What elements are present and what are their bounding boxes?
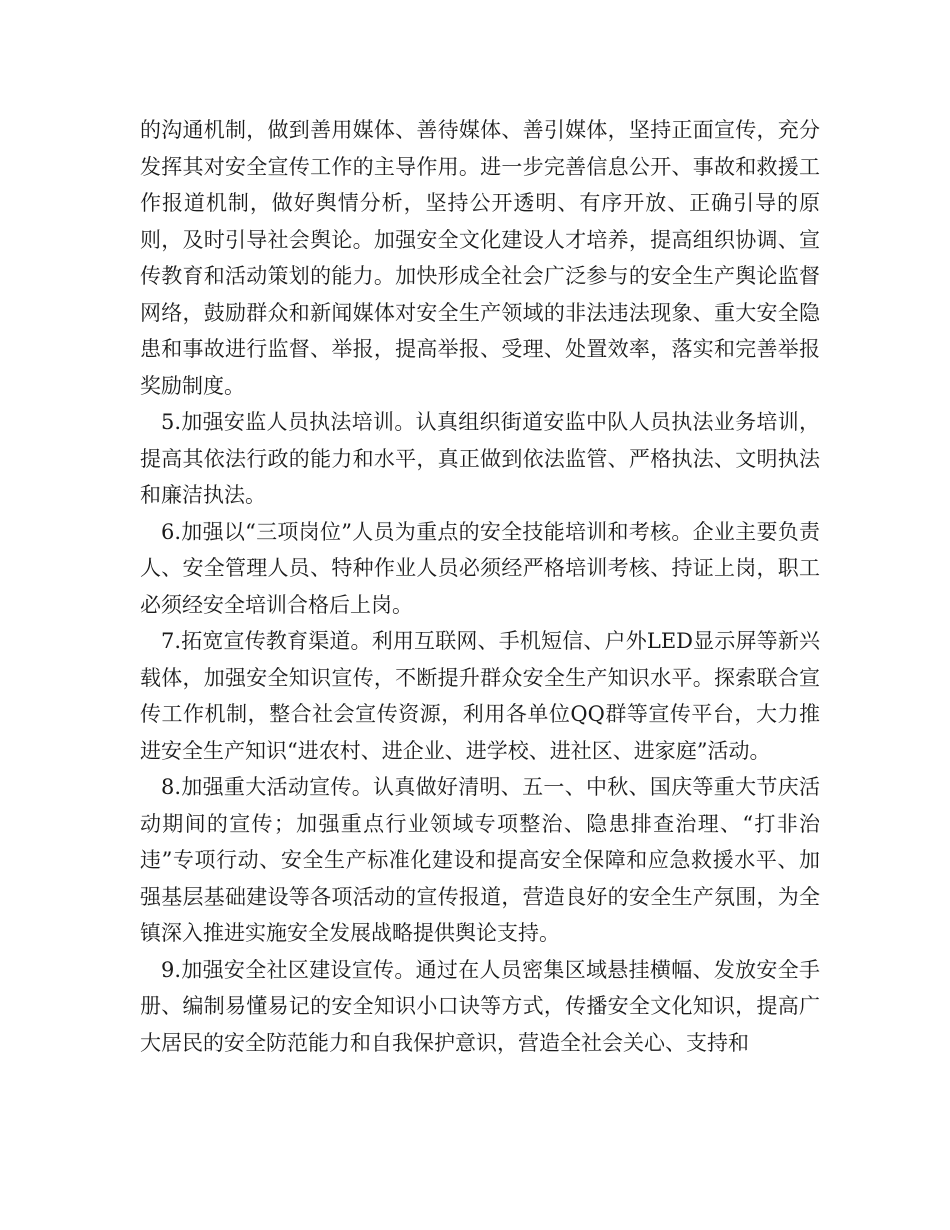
paragraph-item-8: 8.加强重大活动宣传。认真做好清明、五一、中秋、国庆等重大节庆活动期间的宣传；加强重点行业领域专项整治、隐患排查治理、“打非治违”专项行动、安全生产标准化建设和提高安全保障和应急救援水平、加强基层基础建设等各项活动的宣传报道，营造良好的安全生产氛围，为全镇深入推进实施安全发展战略提供舆论支持。 [140,775,820,945]
paragraph-item-6: 6.加强以“三项岗位”人员为重点的安全技能培训和考核。企业主要负责人、安全管理人员、特种作业人员必须经严格培训考核、持证上岗，职工必须经安全培训合格后上岗。 [140,519,820,617]
document-body [140,112,820,1061]
paragraph-item-7: 7.拓宽宣传教育渠道。利用互联网、手机短信、户外LED显示屏等新兴载体，加强安全知识宣传，不断提升群众安全生产知识水平。探索联合宣传工作机制，整合社会宣传资源，利用各单位QQ群等宣传平台，大力推进安全生产知识“进农村、进企业、进学校、进社区、进家庭”活动。 [140,629,820,763]
paragraph-item-5: 5.加强安监人员执法培训。认真组织街道安监中队人员执法业务培训，提高其依法行政的能力和水平，真正做到依法监管、严格执法、文明执法和廉洁执法。 [140,410,820,507]
paragraph-item-9: 9.加强安全社区建设宣传。通过在人员密集区域悬挂横幅、发放安全手册、编制易懂易记的安全知识小口诀等方式，传播安全文化知识，提高广大居民的安全防范能力和自我保护意识，营造全社会关心、支持和 [140,957,820,1055]
paragraph-continuation: 的沟通机制，做到善用媒体、善待媒体、善引媒体，坚持正面宣传，充分发挥其对安全宣传工作的主导作用。进一步完善信息公开、事故和救援工作报道机制，做好舆情分析，坚持公开透明、有序开放、正确引导的原则，及时引导社会舆论。加强安全文化建设人才培养，提高组织协调、宣传教育和活动策划的能力。加快形成全社会广泛参与的安全生产舆论监督网络，鼓励群众和新闻媒体对安全生产领域的非法违法现象、重大安全隐患和事故进行监督、举报，提高举报、受理、处置效率，落实和完善举报奖励制度。 [140,118,820,398]
